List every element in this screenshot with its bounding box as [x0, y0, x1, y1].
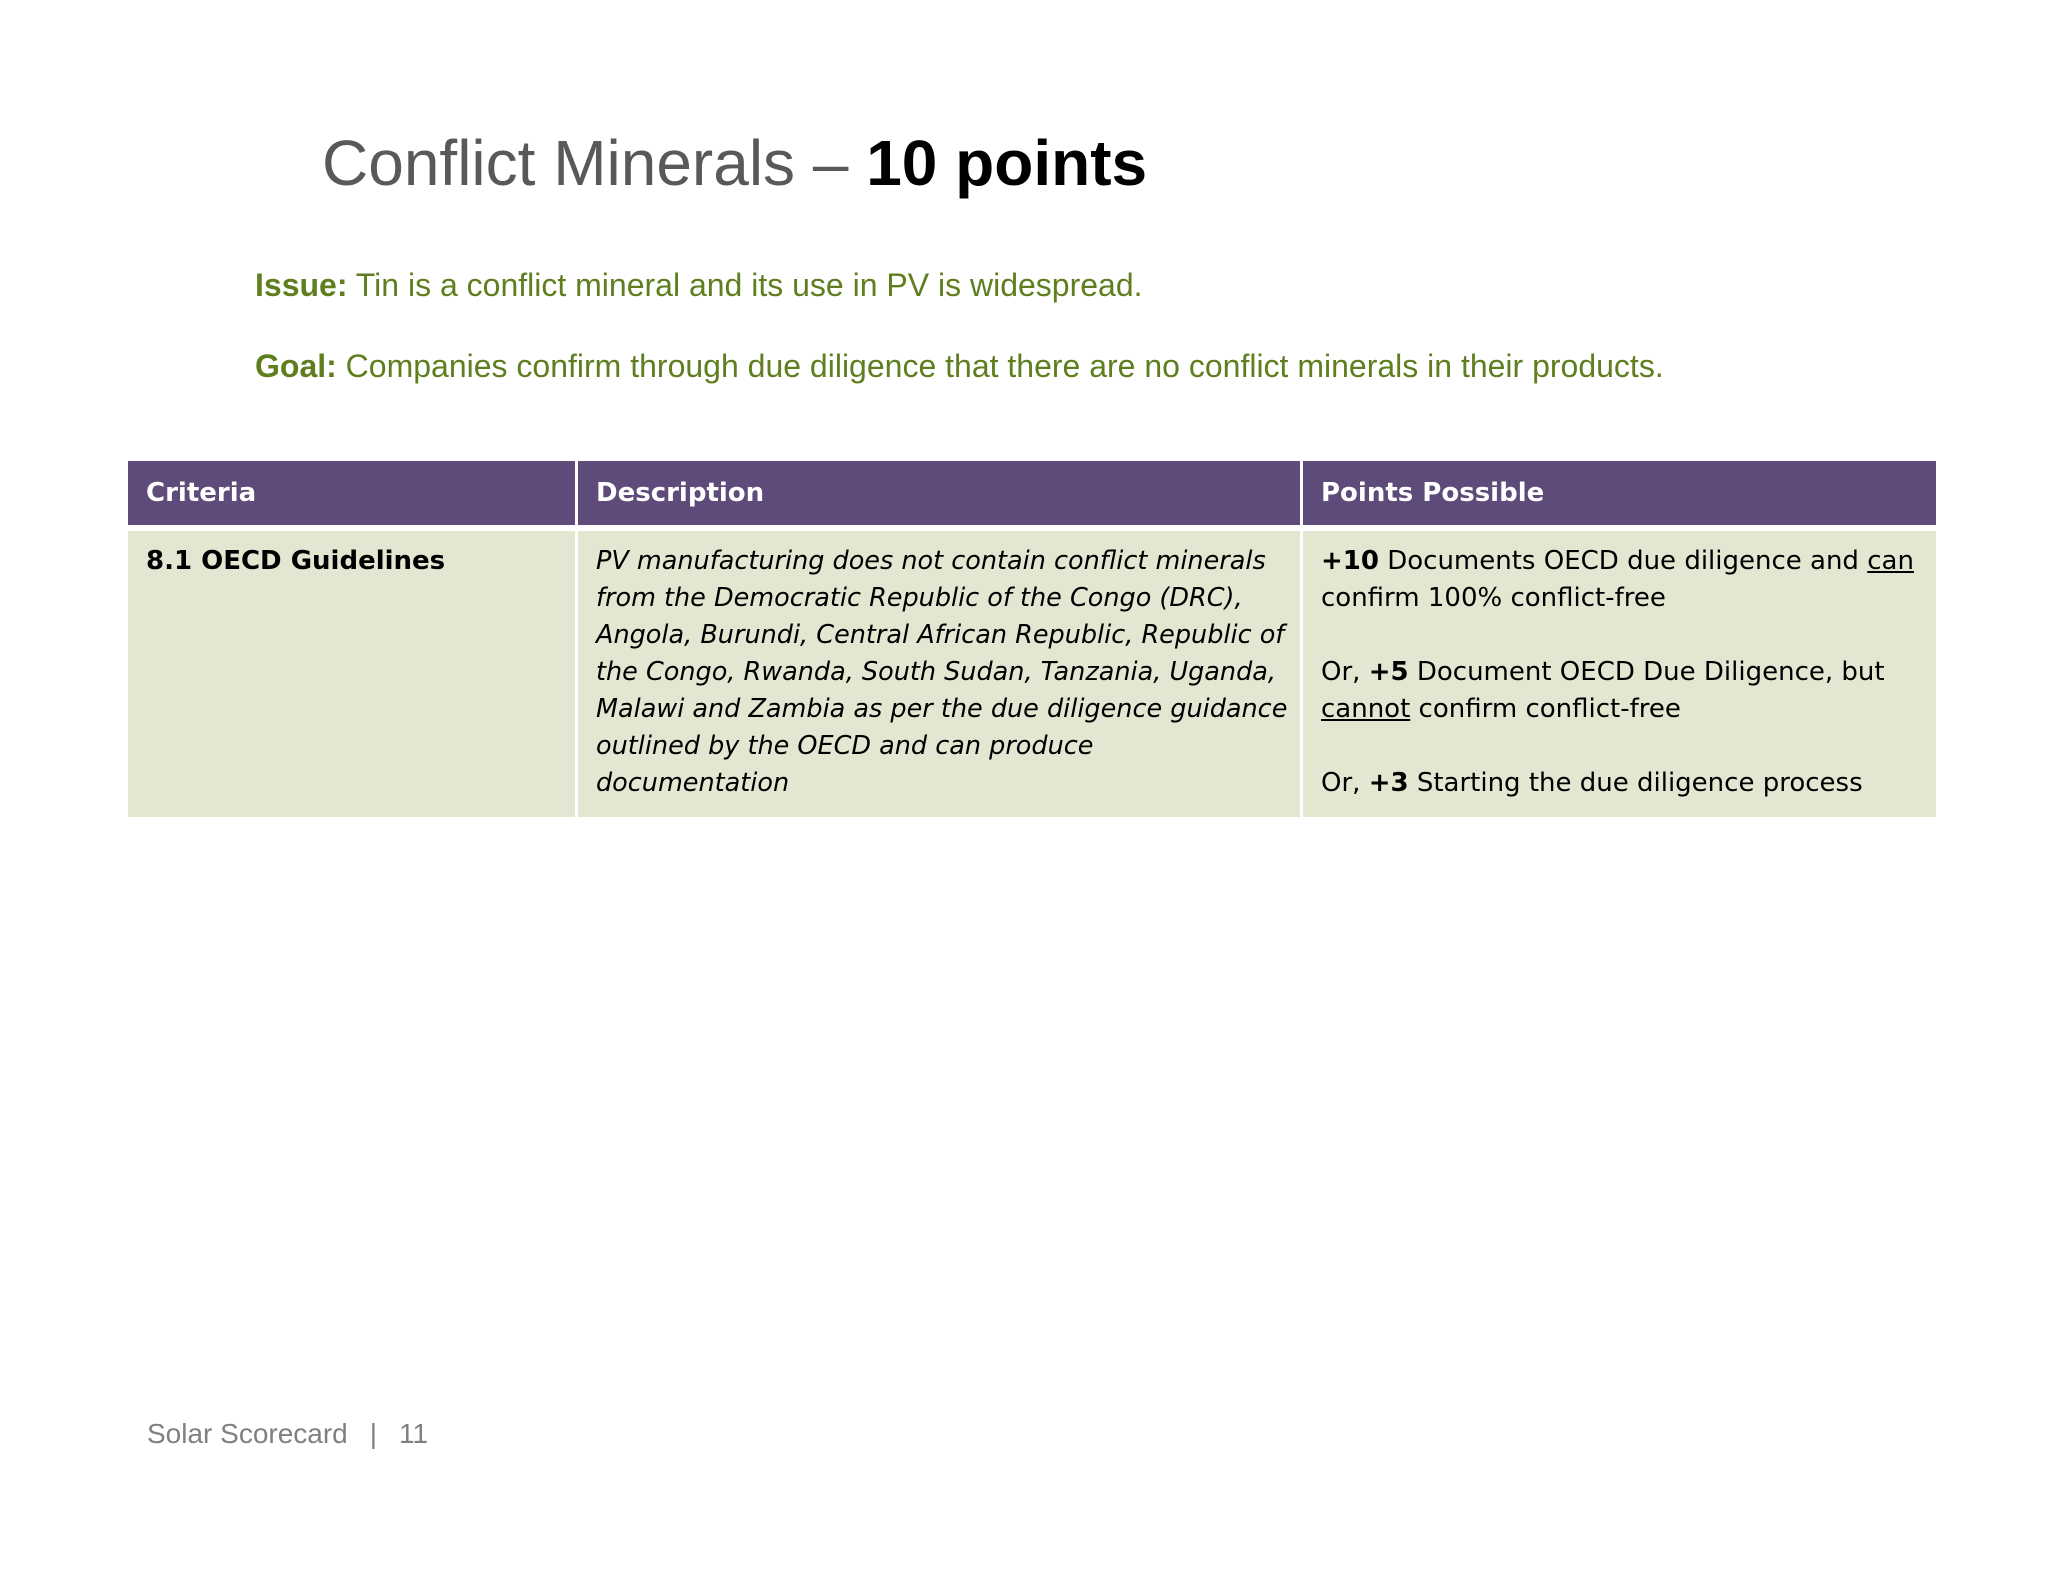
criteria-cell: 8.1 OECD Guidelines: [128, 531, 578, 817]
page-number: 11: [399, 1418, 429, 1449]
points-option: [1321, 543, 1920, 617]
points-option: [1321, 654, 1920, 728]
criteria-table: [128, 461, 1936, 817]
points-option: [1321, 765, 1920, 802]
goal-text: Companies confirm through due diligence that there are no conflict minerals in their products.: [336, 348, 1664, 384]
page-footer: [147, 1418, 428, 1450]
issue-text: Tin is a conflict mineral and its use in PV is widespread.: [347, 267, 1143, 303]
points-emphasis: can: [1867, 546, 1914, 576]
points-text: Documents OECD due diligence and: [1378, 546, 1868, 576]
points-text: Starting the due diligence process: [1408, 768, 1863, 798]
header-description: Description: [578, 461, 1303, 531]
points-text-end: confirm conflict-free: [1410, 694, 1681, 724]
points-text: Document OECD Due Diligence, but: [1408, 657, 1885, 687]
points-value: +5: [1368, 657, 1409, 687]
footer-separator: |: [369, 1418, 378, 1449]
points-text-end: confirm 100% conflict-free: [1321, 583, 1666, 613]
header-criteria: Criteria: [128, 461, 578, 531]
points-prefix: Or,: [1321, 657, 1369, 687]
page-title-main: Conflict Minerals –: [322, 127, 867, 199]
description-cell: PV manufacturing does not contain conflict minerals from the Democratic Republic of the Congo (DRC), Angola, Burundi, Central African Republic, Republic of the Congo, Rwanda, South Sudan, Tanzania, Uganda, Malawi and Zambia as per the due diligence guidance outlined by the OECD and can produce documentation: [578, 531, 1303, 817]
issue-label: Issue:: [255, 267, 348, 303]
points-value: +3: [1368, 768, 1409, 798]
header-points-possible: Points Possible: [1303, 461, 1936, 531]
points-cell: [1303, 531, 1936, 817]
points-value: +10: [1321, 546, 1379, 576]
page-title: [322, 128, 1147, 198]
goal-label: Goal:: [255, 348, 337, 384]
issue-statement: [255, 266, 1143, 304]
goal-statement: [255, 347, 1664, 385]
points-prefix: Or,: [1321, 768, 1369, 798]
footer-brand: Solar Scorecard: [147, 1418, 348, 1449]
page-title-points: 10 points: [866, 127, 1148, 199]
points-emphasis: cannot: [1321, 694, 1411, 724]
